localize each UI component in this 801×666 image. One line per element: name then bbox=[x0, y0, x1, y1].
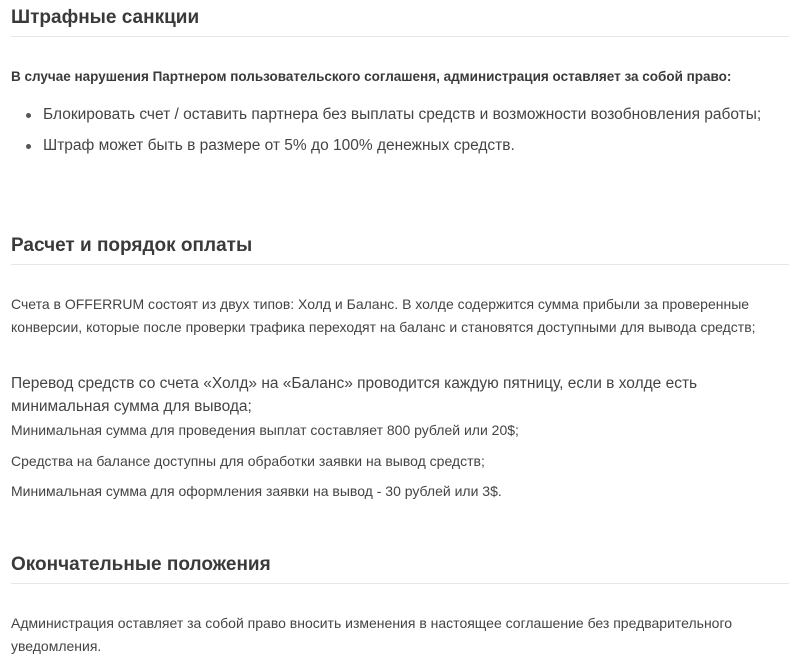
list-item: Штраф может быть в размере от 5% до 100% денежных средств. bbox=[43, 134, 763, 157]
payment-paragraph-balance: Средства на балансе доступны для обработки заявки на вывод средств; bbox=[11, 453, 485, 469]
penalties-heading: Штрафные санкции bbox=[11, 7, 789, 37]
payment-paragraph-accounts: Счета в OFFERRUM состоят из двух типов: Холд и Баланс. В холде содержится сумма прибыли за проверенные конверсии, которые после проверки трафика переходят на баланс и становятся доступными для вывода средств; bbox=[11, 296, 756, 335]
penalties-list bbox=[43, 103, 763, 165]
final-paragraph: Администрация оставляет за собой право вносить изменения в настоящее соглашение без предварительного уведомления. bbox=[11, 615, 733, 654]
payment-paragraph-minimum-payout: Минимальная сумма для проведения выплат составляет 800 рублей или 20$; bbox=[11, 422, 519, 438]
payment-paragraph-minimum-request: Минимальная сумма для оформления заявки на вывод - 30 рублей или 3$. bbox=[11, 483, 502, 499]
payment-paragraph-transfer: Перевод средств со счета «Холд» на «Баланс» проводится каждую пятницу, если в холде есть минимальная сумма для вывода; bbox=[11, 375, 698, 415]
final-heading: Окончательные положения bbox=[11, 554, 789, 584]
list-item: Блокировать счет / оставить партнера без выплаты средств и возможности возобновления работы; bbox=[43, 103, 763, 126]
penalties-lead: В случае нарушения Партнером пользовательского соглашеня, администрация оставляет за собой право: bbox=[11, 69, 732, 84]
payment-heading: Расчет и порядок оплаты bbox=[11, 235, 789, 265]
